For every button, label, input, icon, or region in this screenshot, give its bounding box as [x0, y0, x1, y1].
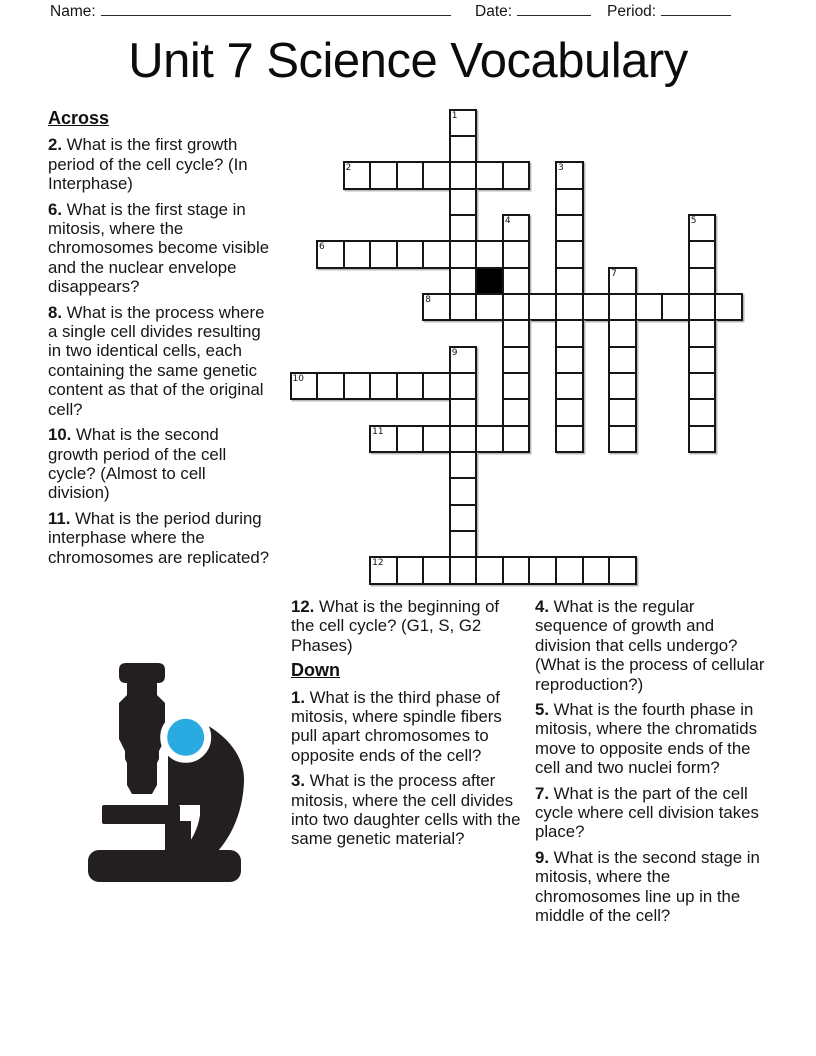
- grid-cell[interactable]: [688, 267, 717, 295]
- grid-cell[interactable]: [422, 240, 451, 268]
- cell-number: 2: [345, 163, 352, 174]
- grid-cell[interactable]: [528, 556, 557, 584]
- grid-cell[interactable]: [449, 556, 478, 584]
- grid-cell[interactable]: [555, 556, 584, 584]
- grid-cell[interactable]: [449, 398, 478, 426]
- grid-cell[interactable]: [555, 214, 584, 242]
- grid-cell[interactable]: [449, 161, 478, 189]
- grid-cell[interactable]: [369, 425, 398, 453]
- grid-cell[interactable]: [449, 504, 478, 532]
- microscope-image: [88, 643, 245, 885]
- microscope-base: [88, 850, 241, 882]
- grid-cell[interactable]: [316, 372, 345, 400]
- date-label: Date:: [475, 3, 513, 20]
- cell-number: 12: [372, 558, 384, 569]
- cell-number: 7: [611, 268, 617, 279]
- grid-cell[interactable]: [369, 161, 398, 189]
- grid-cell[interactable]: [449, 372, 478, 400]
- grid-cell[interactable]: [688, 425, 717, 453]
- grid-cell[interactable]: [502, 372, 531, 400]
- grid-cell[interactable]: [422, 372, 451, 400]
- grid-cell[interactable]: [475, 556, 504, 584]
- clue-down-4: [535, 597, 771, 694]
- grid-cell[interactable]: [449, 530, 478, 558]
- grid-cell[interactable]: [555, 240, 584, 268]
- cell-number: 9: [451, 347, 458, 358]
- grid-cell[interactable]: [688, 398, 717, 426]
- clue-text: What is the first growth period of the cell cycle? (In Interphase): [48, 135, 248, 194]
- grid-cell[interactable]: [555, 372, 584, 400]
- clue-text: What is the regular sequence of growth and division that cells undergo? (What is the process of cellular reproduction?): [535, 597, 765, 694]
- clue-text: What is the period during interphase where the chromosomes are replicated?: [48, 508, 270, 567]
- grid-cell[interactable]: [608, 346, 637, 374]
- period-blank-line[interactable]: [661, 1, 731, 16]
- grid-cell[interactable]: [396, 240, 425, 268]
- grid-cell[interactable]: [449, 293, 478, 321]
- clue-text: What is the process after mitosis, where the cell divides into two daughter cells with the same genetic material?: [291, 771, 521, 849]
- grid-cell[interactable]: [555, 425, 584, 453]
- grid-cell[interactable]: [555, 346, 584, 374]
- clue-number: 6.: [48, 199, 62, 219]
- black-cell: [475, 267, 504, 295]
- grid-cell[interactable]: [396, 372, 425, 400]
- grid-cell[interactable]: [396, 425, 425, 453]
- clue-number: 2.: [48, 135, 62, 155]
- grid-cell[interactable]: [555, 161, 584, 189]
- cell-number: 10: [292, 374, 304, 384]
- clue-text: What is the process where a single cell divides resulting in two identical cells, each containing the same genetic content as that of the original cell?: [48, 302, 265, 419]
- date-field: [475, 1, 591, 21]
- clue-down-5: [535, 700, 771, 778]
- grid-cell[interactable]: [422, 556, 451, 584]
- grid-cell[interactable]: [528, 293, 557, 321]
- microscope-riser: [165, 821, 191, 854]
- grid-cell[interactable]: [475, 240, 504, 268]
- clue-number: 9.: [535, 847, 549, 867]
- microscope-body: [119, 663, 165, 794]
- right-clue-column: [535, 597, 771, 932]
- clue-across-12: [291, 597, 523, 655]
- grid-cell[interactable]: [688, 372, 717, 400]
- clue-down-3: [291, 771, 523, 849]
- grid-cell[interactable]: [396, 161, 425, 189]
- clue-number: 8.: [48, 302, 62, 322]
- grid-cell[interactable]: [661, 293, 690, 321]
- grid-cell[interactable]: [290, 372, 319, 400]
- clue-text: What is the second growth period of the cell cycle? (Almost to cell division): [48, 425, 227, 503]
- grid-cell[interactable]: [475, 293, 504, 321]
- grid-cell[interactable]: [343, 372, 372, 400]
- grid-cell[interactable]: [502, 319, 531, 347]
- clue-text: What is the first stage in mitosis, where the chromosomes become visible and the nuclear envelope disappears?: [48, 199, 270, 297]
- clue-text: What is the part of the cell cycle where cell division takes place?: [535, 783, 759, 842]
- grid-cell[interactable]: [369, 372, 398, 400]
- across-heading: Across: [48, 108, 110, 128]
- clue-across-6: [48, 200, 270, 297]
- cell-number: 6: [319, 242, 325, 253]
- grid-cell[interactable]: [555, 267, 584, 295]
- grid-cell[interactable]: [608, 293, 637, 321]
- across-clue-column: [48, 109, 270, 573]
- grid-cell[interactable]: [555, 319, 584, 347]
- clue-number: 3.: [291, 771, 305, 791]
- clue-down-1: [291, 688, 523, 766]
- grid-cell[interactable]: [608, 267, 637, 295]
- grid-cell[interactable]: [502, 346, 531, 374]
- grid-cell[interactable]: [422, 293, 451, 321]
- name-label: Name:: [50, 3, 96, 20]
- grid-cell[interactable]: [449, 267, 478, 295]
- date-blank-line[interactable]: [517, 1, 591, 16]
- grid-cell[interactable]: [502, 556, 531, 584]
- grid-cell[interactable]: [582, 293, 611, 321]
- clue-number: 5.: [535, 700, 549, 720]
- grid-cell[interactable]: [555, 398, 584, 426]
- grid-cell[interactable]: [688, 214, 717, 242]
- cell-number: 8: [425, 294, 431, 305]
- clue-number: 7.: [535, 783, 549, 803]
- grid-cell[interactable]: [343, 161, 372, 189]
- clue-number: 4.: [535, 597, 549, 616]
- grid-cell[interactable]: [608, 556, 637, 584]
- grid-cell[interactable]: [422, 425, 451, 453]
- grid-cell[interactable]: [449, 346, 478, 374]
- grid-cell[interactable]: [555, 188, 584, 216]
- grid-cell[interactable]: [582, 556, 611, 584]
- grid-cell[interactable]: [369, 556, 398, 584]
- grid-cell[interactable]: [396, 556, 425, 584]
- grid-cell[interactable]: [608, 319, 637, 347]
- grid-cell[interactable]: [475, 161, 504, 189]
- grid-cell[interactable]: [502, 240, 531, 268]
- clue-text: What is the beginning of the cell cycle? (G1, S, G2 Phases): [291, 597, 500, 655]
- grid-cell[interactable]: [714, 293, 743, 321]
- cell-number: 5: [690, 215, 697, 226]
- grid-cell[interactable]: [449, 477, 478, 505]
- name-blank-line[interactable]: [101, 1, 451, 16]
- grid-cell[interactable]: [635, 293, 664, 321]
- grid-cell[interactable]: [475, 425, 504, 453]
- period-label: Period:: [607, 3, 657, 20]
- middle-clue-column: [291, 597, 523, 855]
- cell-number: 11: [372, 426, 384, 437]
- grid-cell[interactable]: [688, 346, 717, 374]
- period-field: [607, 1, 731, 21]
- clue-text: What is the third phase of mitosis, where spindle fibers pull apart chromosomes to opposite ends of the cell?: [291, 687, 502, 765]
- grid-cell[interactable]: [608, 398, 637, 426]
- cell-number: 1: [451, 110, 458, 121]
- grid-cell[interactable]: [449, 188, 478, 216]
- page-title: Unit 7 Science Vocabulary: [128, 34, 688, 88]
- grid-cell[interactable]: [369, 240, 398, 268]
- clue-number: 11.: [48, 508, 71, 528]
- clue-down-7: [535, 784, 771, 842]
- down-heading: Down: [291, 660, 340, 681]
- clue-across-2: [48, 135, 270, 193]
- clue-text: What is the fourth phase in mitosis, where the chromatids move to opposite ends of the cell and two nuclei form?: [535, 700, 757, 778]
- cell-number: 4: [504, 215, 511, 226]
- clue-across-8: [48, 303, 270, 419]
- cell-number: 3: [558, 163, 564, 174]
- grid-cell[interactable]: [502, 425, 531, 453]
- clue-text: What is the second stage in mitosis, where the chromosomes line up in the middle of the cell?: [535, 847, 760, 926]
- grid-cell[interactable]: [449, 109, 478, 137]
- name-field: [50, 1, 451, 21]
- clue-across-11: [48, 509, 270, 567]
- clue-number: 1.: [291, 687, 305, 707]
- grid-cell[interactable]: [608, 425, 637, 453]
- grid-cell[interactable]: [608, 372, 637, 400]
- grid-cell[interactable]: [555, 293, 584, 321]
- clue-across-10: [48, 425, 270, 503]
- grid-cell[interactable]: [688, 293, 717, 321]
- grid-cell[interactable]: [502, 161, 531, 189]
- grid-cell[interactable]: [502, 398, 531, 426]
- microscope-lens-icon: [164, 715, 208, 759]
- clue-down-9: [535, 848, 771, 926]
- grid-cell[interactable]: [502, 267, 531, 295]
- grid-cell[interactable]: [449, 451, 478, 479]
- grid-cell[interactable]: [688, 319, 717, 347]
- grid-cell[interactable]: [343, 240, 372, 268]
- clue-number: 10.: [48, 425, 72, 445]
- grid-cell[interactable]: [688, 240, 717, 268]
- grid-cell[interactable]: [449, 135, 478, 163]
- grid-cell[interactable]: [502, 293, 531, 321]
- grid-cell[interactable]: [449, 425, 478, 453]
- clue-number: 12.: [291, 597, 315, 616]
- grid-cell[interactable]: [449, 214, 478, 242]
- grid-cell[interactable]: [449, 240, 478, 268]
- grid-cell[interactable]: [422, 161, 451, 189]
- grid-cell[interactable]: [316, 240, 345, 268]
- grid-cell[interactable]: [502, 214, 531, 242]
